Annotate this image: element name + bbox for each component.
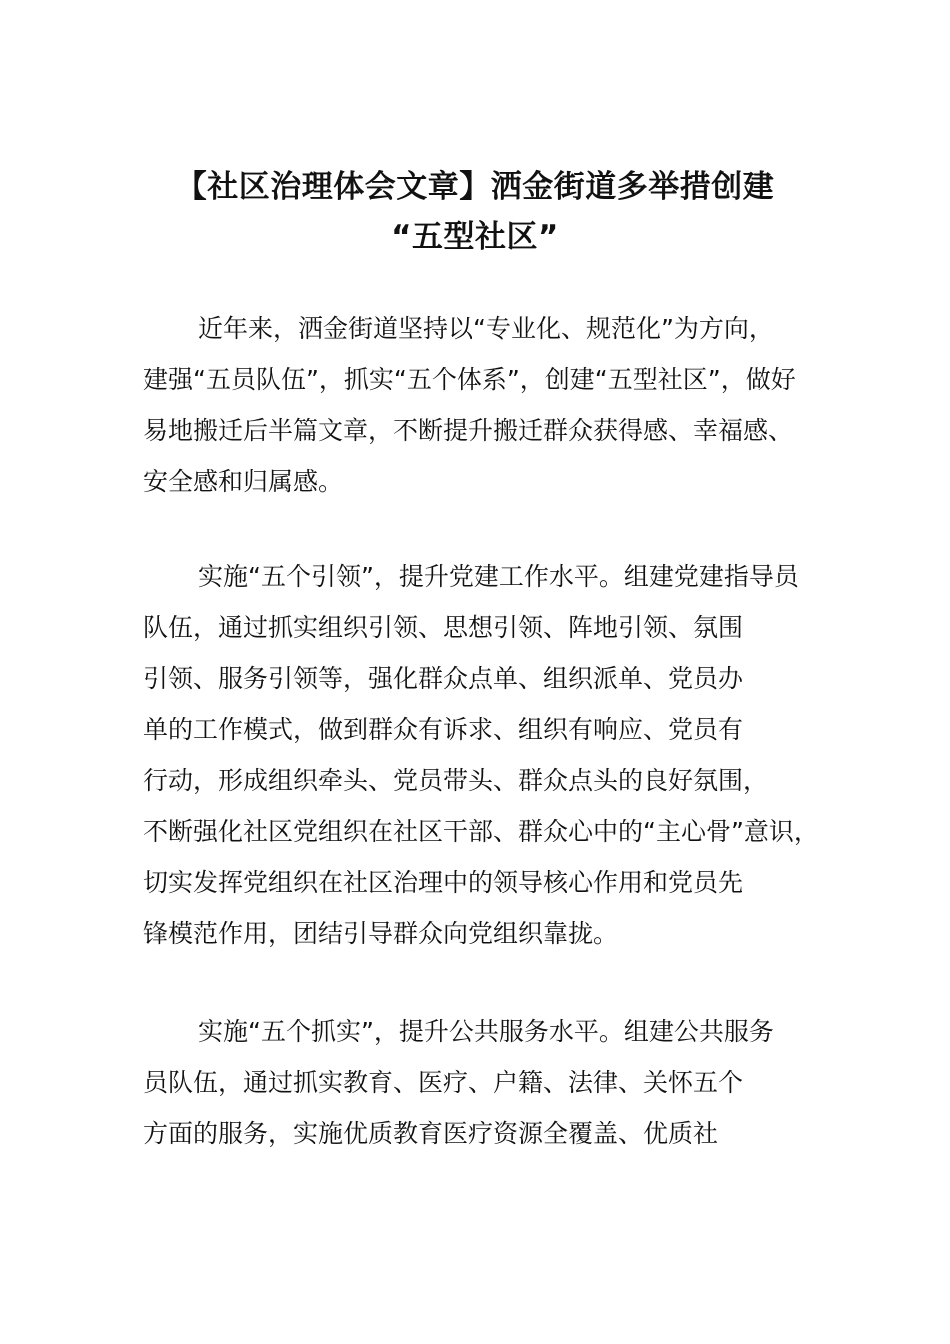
paragraph-line: 安全感和归属感。: [143, 467, 344, 496]
document-title: [110, 162, 840, 262]
paragraph-line: 实施“五个抓实”，提升公共服务水平。组建公共服务: [198, 1017, 774, 1046]
title-line-1: 【社区治理体会文章】洒金街道多举措创建: [175, 169, 775, 205]
paragraph-line: 实施“五个引领”，提升党建工作水平。组建党建指导员: [198, 562, 799, 591]
paragraph-line: 不断强化社区党组织在社区干部、群众心中的“主心骨”意识，: [143, 817, 819, 846]
paragraph-line: 易地搬迁后半篇文章，不断提升搬迁群众获得感、幸福感、: [143, 416, 794, 445]
title-line-2: “五型社区”: [391, 219, 559, 255]
paragraph-line: 单的工作模式，做到群众有诉求、组织有响应、党员有: [143, 715, 744, 744]
paragraph-line: 引领、服务引领等，强化群众点单、组织派单、党员办: [143, 664, 744, 693]
paragraph-line: 方面的服务，实施优质教育医疗资源全覆盖、优质社: [143, 1119, 719, 1148]
paragraph-line: 锋模范作用，团结引导群众向党组织靠拢。: [143, 919, 619, 948]
paragraph-2: [143, 551, 843, 959]
paragraph-line: 切实发挥党组织在社区治理中的领导核心作用和党员先: [143, 868, 744, 897]
paragraph-3: [143, 1006, 843, 1159]
paragraph-line: 行动，形成组织牵头、党员带头、群众点头的良好氛围，: [143, 766, 769, 795]
paragraph-line: 近年来，洒金街道坚持以“专业化、规范化”为方向，: [198, 314, 774, 343]
paragraph-line: 队伍，通过抓实组织引领、思想引领、阵地引领、氛围: [143, 613, 744, 642]
paragraph-line: 员队伍，通过抓实教育、医疗、户籍、法律、关怀五个: [143, 1068, 744, 1097]
paragraph-line: 建强“五员队伍”，抓实“五个体系”，创建“五型社区”，做好: [143, 365, 796, 394]
paragraph-1: [143, 303, 843, 507]
